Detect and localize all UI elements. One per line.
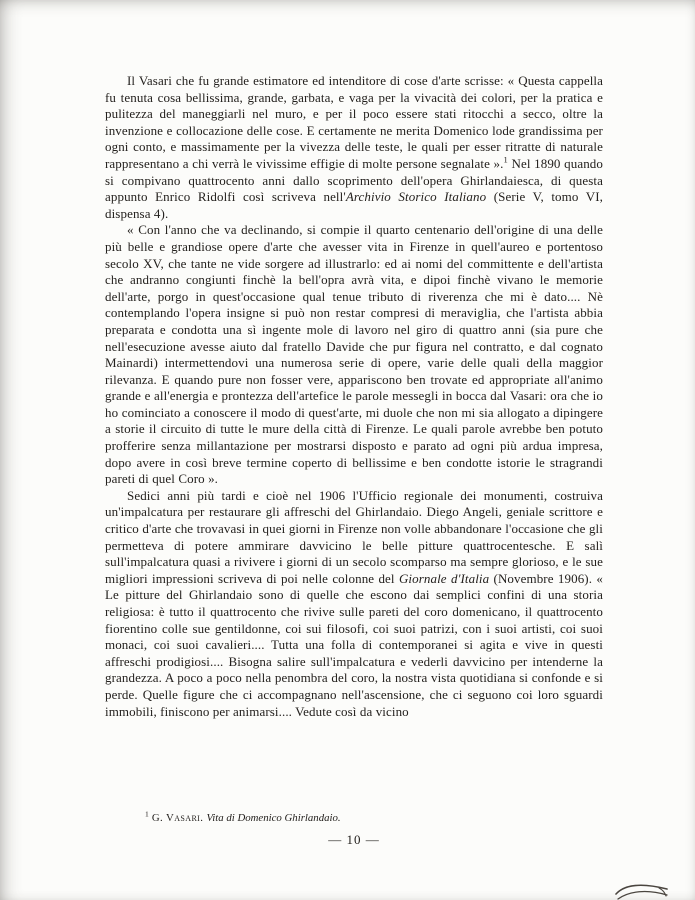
paragraph-ridolfi-quote xyxy=(105,222,603,488)
text-segment-italic-title: Archivio Storico Italiano xyxy=(345,189,487,205)
page-number: — 10 — xyxy=(328,832,380,847)
text-segment: (Novembre 1906). « Le pitture del Ghirlandaio sono di quelle che escono dai semplici confini di una storia religiosa: è tutto il quattrocento che rivive sulle pareti del coro domenicano, il quattrocento fiorentino colle sue gentildonne, coi sui filosofi, coi suoi patrizi, con i suoi artisti, coi suoi monaci, coi suoi cavalieri.... Tutta una folla di contemporanei si agita e vive in questi affreschi prodigiosi.... Bisogna salire sull'impalcatura e vederli davvicino per intenderne la grandezza. A poco a poco nella penombra del coro, la nostra vista quotidiana si confonde e si perde. Quelle figure che ci accompagnano nell'ascensione, che ci seguono coi loro sguardi immobili, finiscono per animarsi.... Vedute così da vicino xyxy=(105,570,603,719)
paragraph-angeli xyxy=(105,488,603,720)
footnote-title-italic: Vita di Domenico Ghirlandaio. xyxy=(206,812,341,824)
footnote xyxy=(145,809,575,825)
scan-artifact-icon xyxy=(615,880,669,900)
text-segment: (Serie V, tomo VI, dispensa 4). xyxy=(105,189,604,221)
footnote-author: G. Vasari. xyxy=(148,812,207,824)
footnote-marker: 1 xyxy=(145,809,149,819)
footnote-reference-marker: 1 xyxy=(503,154,508,165)
text-segment-italic-title: Giornale d'Italia xyxy=(398,570,490,586)
text-segment: Nel 1890 quando si compivano quattrocento anni dallo scoprimento dell'opera Ghirlandaiesca, di questa appunto Enrico Ridolfi così scriveva nell' xyxy=(105,155,603,205)
text-segment: Il Vasari che fu grande estimatore ed intenditore di cose d'arte scrisse: « Questa cappella fu tenuta cosa bellissima, grande, garbata, e vaga per la vivacità dei colori, per la pratica e pulitezza del maneggiarli nel muro, e per il poco essere stati ritocchi a secco, oltre la invenzione e collocazione delle cose. E certamente ne merita Domenico lode grandissima per ogni conto, e massimamente per la vivezza delle teste, le quali per esser ritratte di naturale rappresentano a chi verrà le vivissime effigie di molte persone segnalate ». xyxy=(105,73,603,171)
text-segment: « Con l'anno che va declinando, si compie il quarto centenario dell'origine di una delle più belle e grandiose opere d'arte che avesser vita in Firenze in quell'aureo e portentoso secolo XV, che tante ne vide sorgere ad illustrarlo: ed ai nomi del committente e dell'artista che andranno congiunti finchè la bell'opra avrà vita, e dipoi finchè vivano le memorie dell'arte, porgo in quest'occasione qual tenue tributo di riverenza che mi è dato.... Nè contemplando l'opera insigne si può non restar compresi di meraviglia, che l'artista abbia preparata e condotta una sì ingente mole di lavoro nel giro di quattro anni (sia pure che nell'esecuzione avesse aiuto dal fratello Davide che pur figura nel contratto, e dal cognato Mainardi) intermettendovi una numerosa serie di opere, varie delle quali della maggior rilevanza. E quando pure non fosser vere, appariscono ben trovate ed appropriate all'animo grande e all'energia e prontezza dell'artefice le parole messegli in bocca dal Vasari: ora che io ho cominciato a conoscere il modo di quest'arte, mi duole che non mi sia allogato a dipingere a storie il circuito di tutte le mure della città di Firenze. Le quali parole avrebbe ben potuto profferire senza millantazione per mostrarsi disposto e parato ad ogni più ardua impresa, dopo avere in così breve termine coperto di bellissime e ben condotte istorie le stragrandi pareti di quel Coro ». xyxy=(105,222,603,487)
body-text xyxy=(105,73,603,720)
paragraph-vasari-quote xyxy=(105,73,603,222)
text-segment: Sedici anni più tardi e cioè nel 1906 l'Ufficio regionale dei monumenti, costruiva un'impalcatura per restaurare gli affreschi del Ghirlandaio. Diego Angeli, geniale scrittore e critico d'arte che trovavasi in quei giorni in Firenze non volle abbandonare l'occasione che gli permetteva di potere ammirare davvicino le belle pitture quattrocentesche. E salì sull'impalcatura quasi a rivivere i giorni di un secolo scomparso ma sempre glorioso, e le sue migliori impressioni scriveva di poi nelle colonne del xyxy=(105,487,603,586)
